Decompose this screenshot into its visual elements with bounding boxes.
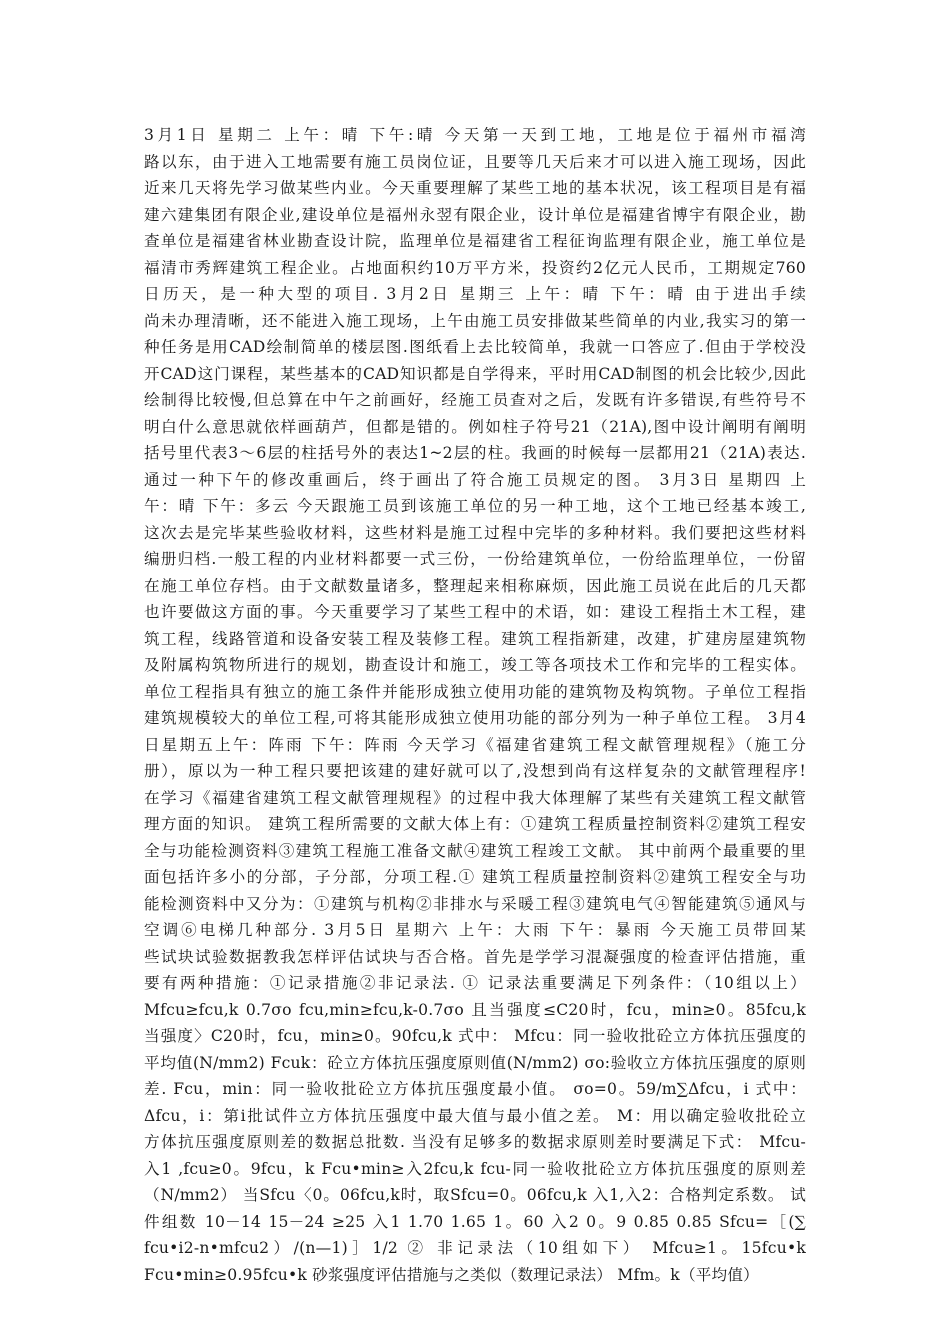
text-line: 这次去是完毕某些验收材料，这些材料是施工过程中完毕的多种材料。我们要把这些材料 bbox=[144, 523, 806, 542]
text-line: 理方面的知识。 建筑工程所需要的文献大体上有：①建筑工程质量控制资料②建筑工程安 bbox=[144, 815, 806, 833]
text-line: 建筑规模较大的单位工程,可将其能形成独立使用功能的部分列为一种子单位工程。 3月4 bbox=[144, 709, 806, 727]
text-line: 午：晴 下午：多云 今天跟施工员到该施工单位的另一种工地，这个工地已经基本竣工, bbox=[144, 497, 806, 515]
text-line: 方体抗压强度原则差的数据总批数. 当没有足够多的数据求原则差时要满足下式： Mfcu- bbox=[144, 1133, 806, 1151]
text-line: 也许要做这方面的事。今天重要学习了某些工程中的术语，如：建设工程指土木工程，建 bbox=[144, 603, 806, 621]
text-line: 差. Fcu，min：同一验收批砼立方体抗压强度最小值。 σo=0。59/m∑Δfcu，i 式中： bbox=[144, 1080, 806, 1098]
text-line: 建六建集团有限企业,建设单位是福州永翌有限企业，设计单位是福建省博宇有限企业，勘 bbox=[144, 205, 806, 224]
text-line: 福清市秀辉建筑工程企业。占地面积约10万平方米，投资约2亿元人民币，工期规定760 bbox=[144, 258, 806, 277]
text-line: 册），原以为一种工程只要把该建的建好就可以了,没想到尚有这样复杂的文献管理程序! bbox=[144, 762, 806, 780]
text-line: 在施工单位存档。由于文献数量诸多，整理起来相称麻烦，因此施工员说在此后的几天都 bbox=[144, 576, 806, 595]
text-line: 件组数 10－14 15－24 ≥25 入1 1.70 1.65 1。60 入2 0。9 0.85 0.85 Sfcu=［(∑ bbox=[144, 1212, 806, 1231]
text-line: 面包括许多小的分部，子分部，分项工程.① 建筑工程质量控制资料②建筑工程安全与功 bbox=[144, 868, 806, 886]
text-line: 通过一种下午的修改重画后，终于画出了符合施工员规定的图。 3月3日 星期四 上 bbox=[144, 470, 806, 489]
text-line: 日星期五上午：阵雨 下午：阵雨 今天学习《福建省建筑工程文献管理规程》（施工分 bbox=[144, 735, 806, 754]
text-line: 空调⑥电梯几种部分. 3月5日 星期六 上午：大雨 下午：暴雨 今天施工员带回某 bbox=[144, 921, 806, 939]
text-line: Mfcu≥fcu,k 0.7σo fcu,min≥fcu,k-0.7σo 且当强度≤C20时，fcu，min≥0。85fcu,k bbox=[144, 1000, 806, 1019]
text-line: 3月1日 星期二 上午：晴 下午:晴 今天第一天到工地，工地是位于福州市福湾 bbox=[144, 126, 806, 144]
text-line: 查单位是福建省林业勘查设计院，监理单位是福建省工程征询监理有限企业，施工单位是 bbox=[144, 232, 806, 250]
text-line: fcu•i2-n•mfcu2）/(n—1)］1/2 ② 非记录法（10组如下） Mfcu≥1。15fcu•k bbox=[144, 1239, 806, 1257]
text-line: 日历天，是一种大型的项目. 3月2日 星期三 上午：晴 下午：晴 由于进出手续 bbox=[144, 285, 806, 303]
text-line: 入1 ,fcu≥0。9fcu，k Fcu•min≥入2fcu,k fcu-同一验收批砼立方体抗压强度的原则差 bbox=[144, 1159, 806, 1178]
text-line: 及附属构筑物所进行的规划，勘查设计和施工，竣工等各项技术工作和完毕的工程实体。 bbox=[144, 656, 806, 674]
text-line: 全与功能检测资料③建筑工程施工准备文献④建筑工程竣工文献。 其中前两个最重要的里 bbox=[144, 841, 806, 860]
text-line: 尚未办理清晰，还不能进入施工现场，上午由施工员安排做某些简单的内业,我实习的第一 bbox=[144, 311, 806, 330]
text-line: 些试块试验数据教我怎样评估试块与否合格。首先是学学习混凝强度的检查评估措施，重 bbox=[144, 947, 806, 966]
text-line: 在学习《福建省建筑工程文献管理规程》的过程中我大体理解了某些有关建筑工程文献管 bbox=[144, 788, 806, 807]
text-line: 编册归档.一般工程的内业材料都要一式三份，一份给建筑单位，一份给监理单位，一份留 bbox=[144, 550, 806, 568]
text-line: 当强度〉C20时，fcu，min≥0。90fcu,k 式中： Mfcu：同一验收批砼立方体抗压强度的 bbox=[144, 1027, 806, 1045]
text-line: 要有两种措施：①记录措施②非记录法. ① 记录法重要满足下列条件：（10组以上） bbox=[144, 974, 806, 992]
text-line: 明白什么意思就依样画葫芦，但都是错的。例如柱子符号21（21A),图中设计阐明有阐明 bbox=[144, 417, 806, 436]
text-line: 开CAD这门课程，某些基本的CAD知识都是自学得来，平时用CAD制图的机会比较少,因此 bbox=[144, 364, 806, 383]
text-line: 种任务是用CAD绘制简单的楼层图.图纸看上去比较简单，我就一口答应了.但由于学校没 bbox=[144, 338, 806, 356]
text-line: Fcu•min≥0.95fcu•k 砂浆强度评估措施与之类似（数理记录法） Mfm。k（平均值） bbox=[144, 1265, 759, 1284]
text-line: 单位工程指具有独立的施工条件并能形成独立使用功能的建筑物及构筑物。子单位工程指 bbox=[144, 682, 806, 701]
text-line: （N/mm2） 当Sfcu〈0。06fcu,k时，取Sfcu=0。06fcu,k 入1,入2：合格判定系数。 试 bbox=[144, 1186, 806, 1204]
text-line: 括号里代表3～6层的柱括号外的表达1~2层的柱。我画的时候每一层都用21（21A)表达. bbox=[144, 444, 806, 462]
text-line: 筑工程，线路管道和设备安装工程及装修工程。建筑工程指新建，改建，扩建房屋建筑物 bbox=[144, 629, 806, 648]
text-line: 路以东，由于进入工地需要有施工员岗位证，且要等几天后来才可以进入施工现场，因此 bbox=[144, 152, 806, 171]
text-line: 绘制得比较慢,但总算在中午之前画好，经施工员查对之后，发既有许多错误,有些符号不 bbox=[144, 391, 806, 409]
text-line: 近来几天将先学习做某些内业。今天重要理解了某些工地的基本状况，该工程项目是有福 bbox=[144, 179, 806, 197]
text-line: Δfcu，i：第i批试件立方体抗压强度中最大值与最小值之差。 M：用以确定验收批砼立 bbox=[144, 1106, 806, 1125]
text-line: 能检测资料中又分为：①建筑与机构②非排水与采暖工程③建筑电气④智能建筑⑤通风与 bbox=[144, 894, 806, 913]
document-body bbox=[144, 122, 806, 1288]
text-line: 平均值(N/mm2) Fcuk：砼立方体抗压强度原则值(N/mm2) σo:验收立方体抗压强度的原则 bbox=[144, 1053, 806, 1072]
